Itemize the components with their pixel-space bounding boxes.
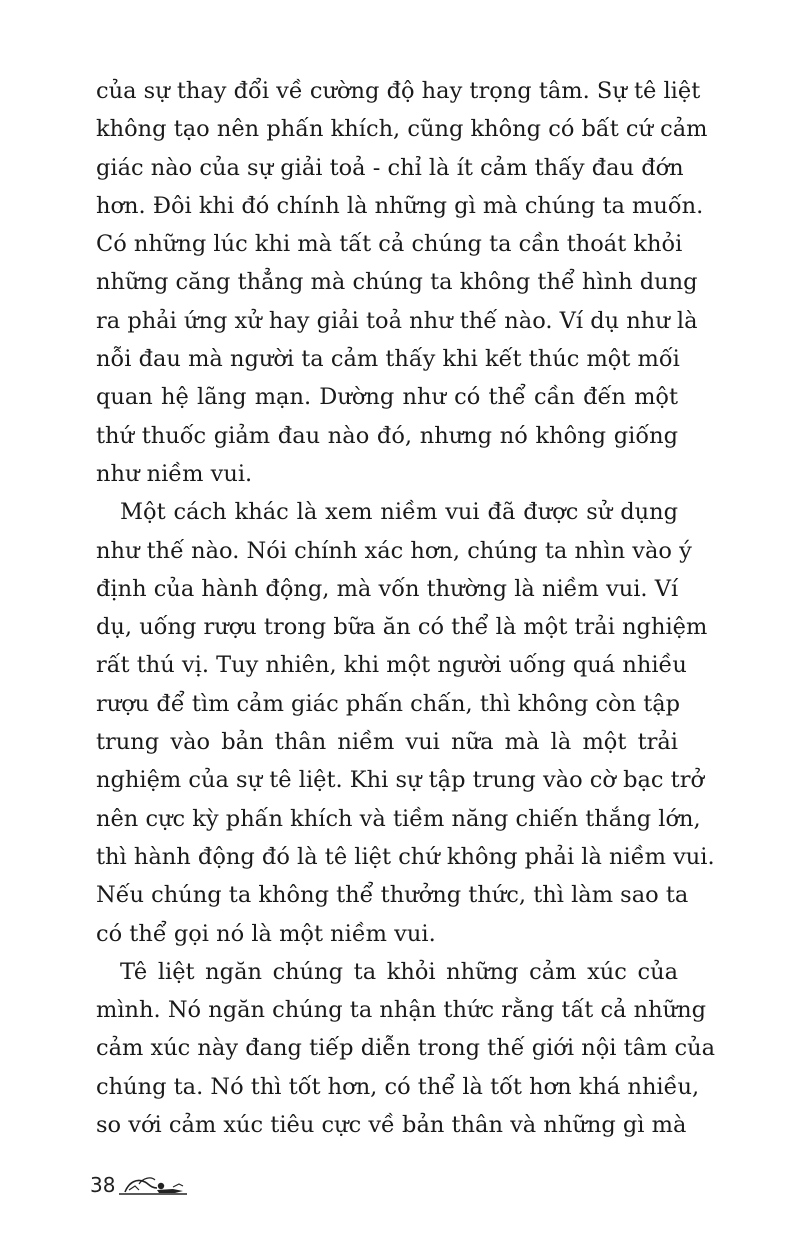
text-line: nên cực kỳ phấn khích và tiềm năng chiến thắng lớn,	[96, 805, 701, 832]
paragraph	[96, 953, 716, 1144]
text-line: như thế nào. Nói chính xác hơn, chúng ta nhìn vào ý	[96, 537, 692, 564]
text-line: những căng thẳng mà chúng ta không thể hình dung	[96, 269, 698, 296]
text-line: thứ thuốc giảm đau nào đó, nhưng nó không giống	[96, 422, 678, 449]
text-line: như niềm vui.	[96, 460, 253, 487]
text-line: rượu để tìm cảm giác phấn chấn, thì không còn tập	[96, 690, 681, 717]
text-line: dụ, uống rượu trong bữa ăn có thể là một trải nghiệm	[96, 614, 708, 641]
body-text	[96, 72, 716, 1144]
text-line: có thể gọi nó là một niềm vui.	[96, 920, 436, 947]
text-line: Nếu chúng ta không thể thưởng thức, thì làm sao ta	[96, 882, 689, 909]
text-line: rất thú vị. Tuy nhiên, khi một người uống quá nhiều	[96, 652, 687, 679]
paragraph	[96, 493, 715, 953]
text-line: quan hệ lãng mạn. Dường như có thể cần đến một	[96, 384, 678, 411]
text-line: Tê liệt ngăn chúng ta khỏi những cảm xúc của	[120, 958, 678, 985]
text-line: nghiệm của sự tê liệt. Khi sự tập trung vào cờ bạc trở	[96, 767, 705, 794]
text-line: giác nào của sự giải toả - chỉ là ít cảm thấy đau đớn	[96, 154, 684, 181]
text-line: hơn. Đôi khi đó chính là những gì mà chúng ta muốn.	[96, 192, 704, 219]
text-line: Có những lúc khi mà tất cả chúng ta cần thoát khỏi	[96, 231, 683, 258]
reclining-figure-icon	[117, 1172, 191, 1198]
text-line: định của hành động, mà vốn thường là niềm vui. Ví	[96, 575, 679, 602]
text-line: cảm xúc này đang tiếp diễn trong thế giới nội tâm của	[96, 1035, 716, 1062]
text-line: nỗi đau mà người ta cảm thấy khi kết thúc một mối	[96, 346, 680, 373]
page-footer	[90, 1172, 191, 1198]
text-line: trung vào bản thân niềm vui nữa mà là một trải	[96, 729, 678, 756]
text-line: thì hành động đó là tê liệt chứ không phải là niềm vui.	[96, 843, 715, 870]
text-line: mình. Nó ngăn chúng ta nhận thức rằng tất cả những	[96, 997, 706, 1024]
text-line: ra phải ứng xử hay giải toả như thế nào. Ví dụ như là	[96, 307, 698, 334]
page-number: 38	[90, 1173, 116, 1197]
text-line: Một cách khác là xem niềm vui đã được sử dụng	[120, 499, 678, 526]
text-line: chúng ta. Nó thì tốt hơn, có thể là tốt hơn khá nhiều,	[96, 1073, 700, 1100]
text-line: so với cảm xúc tiêu cực về bản thân và những gì mà	[96, 1112, 687, 1139]
paragraph	[96, 72, 708, 493]
text-line: không tạo nên phấn khích, cũng không có bất cứ cảm	[96, 116, 708, 143]
text-line: của sự thay đổi về cường độ hay trọng tâm. Sự tê liệt	[96, 78, 701, 104]
